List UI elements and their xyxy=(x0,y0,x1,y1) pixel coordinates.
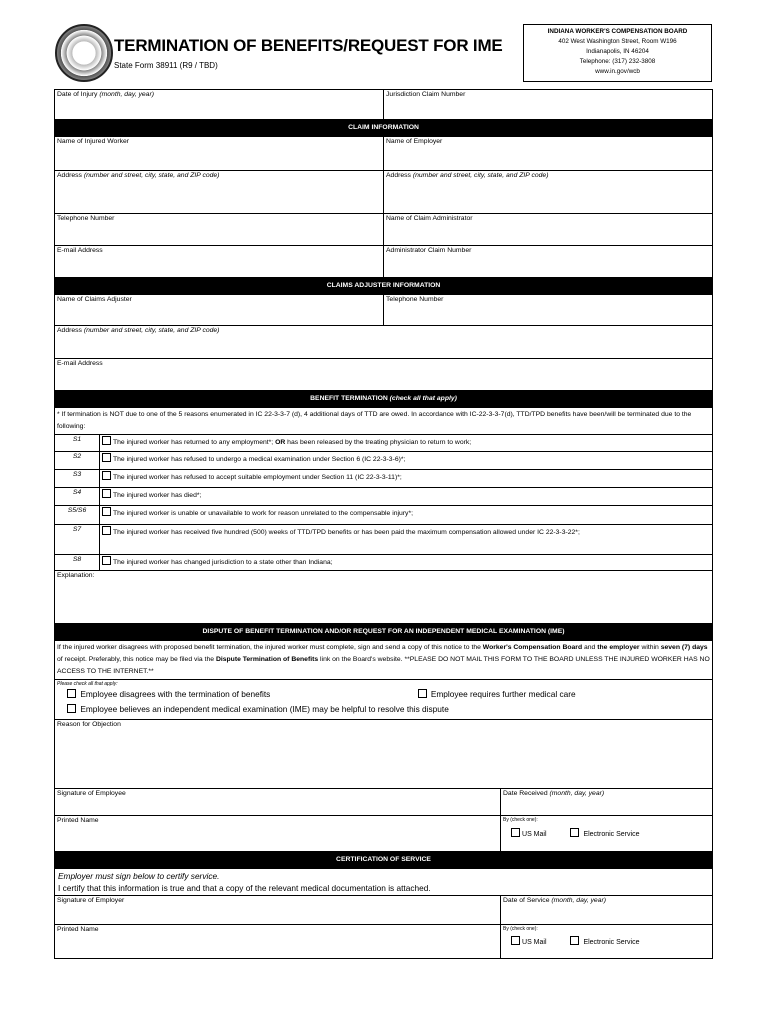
adjuster-address-field[interactable]: Address (number and street, city, state, and ZIP code) xyxy=(55,326,713,359)
claim-information-heading: CLAIM INFORMATION xyxy=(55,120,713,137)
reason-code-s5-s6: S5/S6 xyxy=(55,506,100,525)
reason-s7-option[interactable]: The injured worker has received five hundred (500) weeks of TTD/TPD benefits or has been paid the maximum compensation allowed under IC 22-3-3-22*; xyxy=(100,525,713,555)
benefit-termination-heading: BENEFIT TERMINATION (check all that apply) xyxy=(55,391,713,408)
certification-line1: Employer must sign below to certify service. xyxy=(58,871,220,881)
reason-code-s2: S2 xyxy=(55,452,100,470)
s2-checkbox[interactable] xyxy=(102,453,111,462)
option-ime[interactable]: Employee believes an independent medical examination (IME) may be helpful to resolve this dispute xyxy=(57,702,710,717)
reason-code-s3: S3 xyxy=(55,470,100,488)
reason-for-objection-field[interactable]: Reason for Objection xyxy=(55,720,713,789)
s7-checkbox[interactable] xyxy=(102,526,111,535)
employer-address-field[interactable]: Address (number and street, city, state, and ZIP code) xyxy=(384,171,713,214)
form-title: TERMINATION OF BENEFITS/REQUEST FOR IME xyxy=(114,36,503,55)
disagrees-checkbox[interactable] xyxy=(67,689,76,698)
injured-worker-name-field[interactable]: Name of Injured Worker xyxy=(55,137,384,171)
dispute-options-row1 xyxy=(57,687,710,702)
worker-telephone-field[interactable]: Telephone Number xyxy=(55,214,384,246)
us-mail-option[interactable]: US Mail xyxy=(511,831,547,838)
dispute-heading: DISPUTE OF BENEFIT TERMINATION AND/OR REQUEST FOR AN INDEPENDENT MEDICAL EXAMINATION (IME) xyxy=(55,624,713,641)
adjuster-telephone-field[interactable]: Telephone Number xyxy=(384,295,713,326)
certification-heading: CERTIFICATION OF SERVICE xyxy=(55,852,713,869)
administrator-claim-number-field[interactable]: Administrator Claim Number xyxy=(384,246,713,278)
cert-by-check-one-label: By (check one): xyxy=(503,926,538,932)
ime-checkbox[interactable] xyxy=(67,704,76,713)
reason-s8-option[interactable]: The injured worker has changed jurisdiction to a state other than Indiana; xyxy=(100,555,713,571)
reason-s5-s6-option[interactable]: The injured worker is unable or unavailable to work for reason unrelated to the compensable injury*; xyxy=(100,506,713,525)
s5-s6-checkbox[interactable] xyxy=(102,507,111,516)
cert-electronic-service-option[interactable]: Electronic Service xyxy=(570,939,639,946)
reason-code-s4: S4 xyxy=(55,488,100,506)
us-mail-checkbox[interactable] xyxy=(511,828,520,837)
reason-s1-option[interactable]: The injured worker has returned to any employment*; OR has been released by the treating physician to return to work; xyxy=(100,435,713,452)
option-further-care[interactable]: Employee requires further medical care xyxy=(418,687,576,702)
adjuster-email-field[interactable]: E-mail Address xyxy=(55,359,713,391)
explanation-field[interactable]: Explanation: xyxy=(55,571,713,624)
cert-electronic-service-checkbox[interactable] xyxy=(570,936,579,945)
s4-checkbox[interactable] xyxy=(102,489,111,498)
state-seal-icon xyxy=(55,24,113,82)
worker-email-field[interactable]: E-mail Address xyxy=(55,246,384,278)
claim-administrator-field[interactable]: Name of Claim Administrator xyxy=(384,214,713,246)
board-website: www.in.gov/wcb xyxy=(595,68,640,75)
reason-s3-option[interactable]: The injured worker has refused to accept suitable employment under Section 11 (IC 22-3-3-11)*; xyxy=(100,470,713,488)
date-received-field[interactable]: Date Received (month, day, year) xyxy=(501,789,713,816)
further-care-checkbox[interactable] xyxy=(418,689,427,698)
date-of-service-field[interactable]: Date of Service (month, day, year) xyxy=(501,896,713,925)
s1-checkbox[interactable] xyxy=(102,436,111,445)
certification-line2: I certify that this information is true and that a copy of the relevant medical documentation is attached. xyxy=(58,883,431,893)
worker-address-field[interactable]: Address (number and street, city, state, and ZIP code) xyxy=(55,171,384,214)
dispute-instructions: If the injured worker disagrees with proposed benefit termination, the injured worker must complete, sign and send a copy of this notice to the Worker's Compensation Board and the employer within seven (7) days of receipt. Preferably, this notice may be filed via the Dispute Termination of Benefits link on the Board's website. **PLEASE DO NOT MAIL THIS FORM TO THE BOARD UNLESS THE INJURED WORKER HAS NO ACCESS TO THE INTERNET.** xyxy=(55,641,713,680)
dispute-options xyxy=(55,680,713,720)
employee-printed-name-field[interactable]: Printed Name xyxy=(55,816,501,852)
benefit-termination-intro: * If termination is NOT due to one of the 5 reasons enumerated in IC 22-3-3-7 (d), 4 additional days of TTD are owed. In accordance with IC-22-3-3-7(d), TTD/TPD benefits have been/will be terminated due to the following: xyxy=(55,408,713,435)
electronic-service-option[interactable]: Electronic Service xyxy=(570,831,639,838)
board-address-line2: Indianapolis, IN 46204 xyxy=(586,48,649,55)
employer-signature-field[interactable]: Signature of Employer xyxy=(55,896,501,925)
board-phone: Telephone: (317) 232-3808 xyxy=(579,58,656,65)
dispute-delivery-method xyxy=(501,816,713,852)
cert-us-mail-option[interactable]: US Mail xyxy=(511,939,547,946)
by-check-one-label: By (check one): xyxy=(503,817,538,823)
termination-form xyxy=(54,89,713,959)
reason-s2-option[interactable]: The injured worker has refused to undergo a medical examination under Section 6 (IC 22-3-3-6)*; xyxy=(100,452,713,470)
jurisdiction-claim-number-field[interactable]: Jurisdiction Claim Number xyxy=(384,90,713,120)
adjuster-name-field[interactable]: Name of Claims Adjuster xyxy=(55,295,384,326)
s8-checkbox[interactable] xyxy=(102,556,111,565)
employer-printed-name-field[interactable]: Printed Name xyxy=(55,925,501,959)
board-info-box xyxy=(523,24,712,82)
option-disagrees[interactable]: Employee disagrees with the termination of benefits xyxy=(67,689,270,699)
reason-code-s1: S1 xyxy=(55,435,100,452)
s3-checkbox[interactable] xyxy=(102,471,111,480)
check-all-note: Please check all that apply: xyxy=(57,681,118,687)
electronic-service-checkbox[interactable] xyxy=(570,828,579,837)
reason-code-s8: S8 xyxy=(55,555,100,571)
employee-signature-field[interactable]: Signature of Employee xyxy=(55,789,501,816)
board-name: INDIANA WORKER'S COMPENSATION BOARD xyxy=(547,28,688,35)
reason-s4-option[interactable]: The injured worker has died*; xyxy=(100,488,713,506)
certification-statement xyxy=(55,869,713,896)
reason-code-s7: S7 xyxy=(55,525,100,555)
certification-delivery-method xyxy=(501,925,713,959)
board-address-line1: 402 West Washington Street, Room W196 xyxy=(558,38,677,45)
date-of-injury-field[interactable]: Date of Injury (month, day, year) xyxy=(55,90,384,120)
claims-adjuster-heading: CLAIMS ADJUSTER INFORMATION xyxy=(55,278,713,295)
form-number: State Form 38911 (R9 / TBD) xyxy=(114,61,218,70)
employer-name-field[interactable]: Name of Employer xyxy=(384,137,713,171)
cert-us-mail-checkbox[interactable] xyxy=(511,936,520,945)
